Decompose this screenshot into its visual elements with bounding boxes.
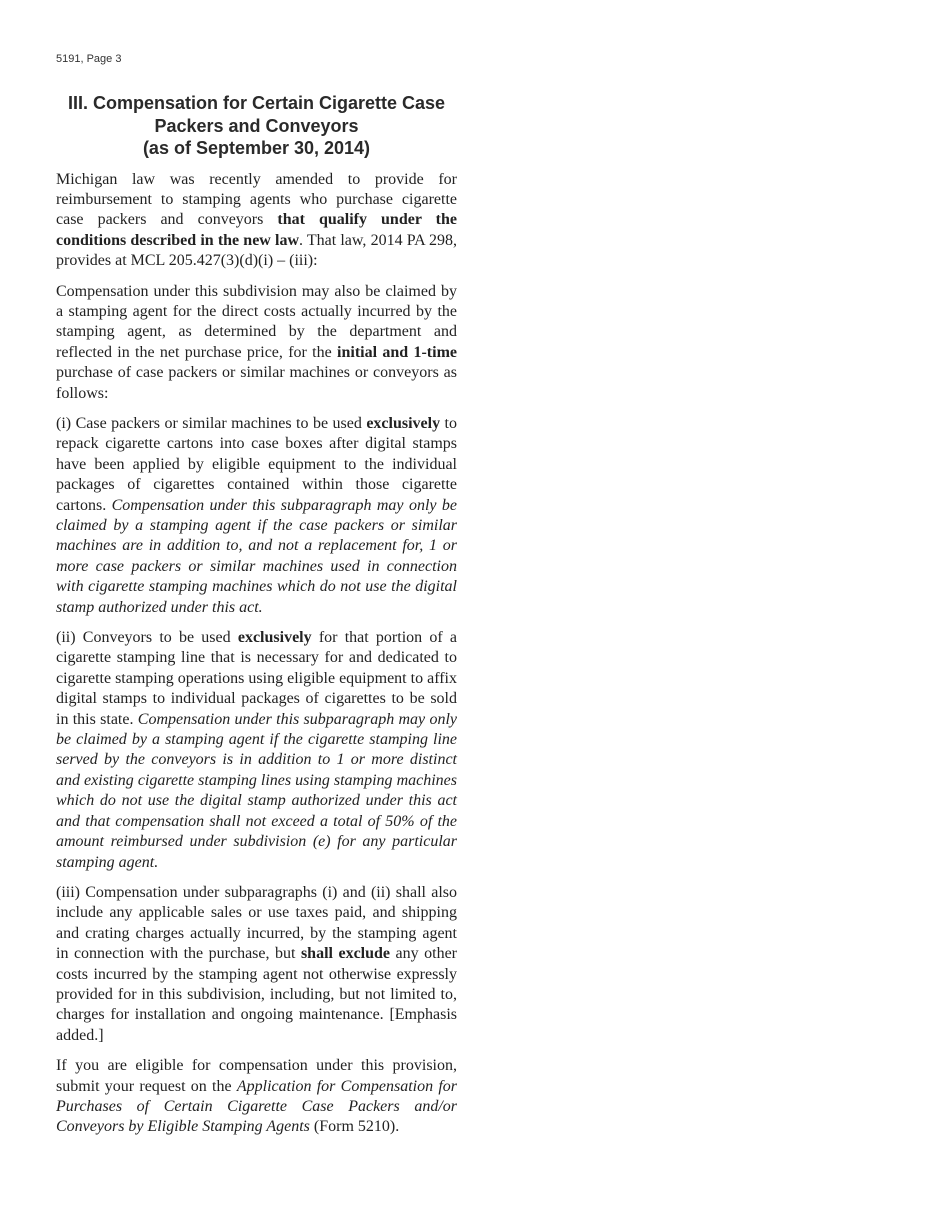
heading-line-1: III. Compensation for Certain Cigarette Case	[67, 93, 446, 113]
text: (Form 5210).	[309, 1118, 400, 1136]
intro-paragraph	[56, 170, 457, 272]
italic-text: Compensation under this subparagraph may only be claimed by a stamping agent if the cigarette stamping line served by the conveyors is in addition to 1 or more distinct and existing cigarette stamping lines using stamping machines which do not use the digital stamp authorized under this act and that compensation shall not exceed a total of 50% of the amount reimbursed under subdivision (e) for any particular stamping agent.	[56, 710, 457, 871]
text: for that portion of a cigarette stamping line that is necessary for and dedicated to cigarette stamping operations using eligible equipment to affix digital stamps to individual packages of cigarettes to be sold in this state.	[56, 629, 457, 728]
bold-text: exclusively	[237, 629, 312, 647]
page-label: 5191, Page 3	[56, 53, 122, 65]
text: (iii) Compensation under subparagraphs (i) and (ii) shall also include any applicable sales or use taxes paid, and shipping and crating charges actually incurred, by the stamping agent in connection with the purchase, but	[56, 883, 457, 963]
heading-line-2: Packers and Conveyors	[154, 115, 359, 136]
quote-paragraph	[56, 282, 457, 404]
main-column	[56, 92, 457, 1148]
closing-paragraph	[56, 1056, 457, 1138]
italic-text: Compensation under this subparagraph may only be claimed by a stamping agent if the case packers or similar machines are in addition to, and not a replacement for, 1 or more case packers or similar machines used in connection with cigarette stamping machines which do not use the digital stamp authorized under this act.	[56, 496, 458, 616]
bold-text: that qualify under the conditions described in the new law	[56, 211, 457, 249]
subparagraph-ii	[56, 628, 457, 873]
text: (ii) Conveyors to be used	[56, 629, 238, 647]
subparagraph-iii	[56, 883, 457, 1046]
text: . That law, 2014 PA 298, provides at MCL 205.427(3)(d)(i) – (iii):	[56, 231, 457, 270]
text: (i) Case packers or similar machines to be used	[56, 414, 367, 432]
text: Michigan law was recently amended to provide for reimbursement to stamping agents who purchase cigarette case packers and conveyors	[56, 170, 457, 229]
text: any other costs incurred by the stamping agent not otherwise expressly provided for in this subdivision, including, but not limited to, charges for installation and ongoing maintenance. [Emphasis added.]	[56, 945, 458, 1044]
bold-text: shall exclude	[300, 945, 391, 963]
text: to repack cigarette cartons into case boxes after digital stamps have been applied by eligible equipment to the individual packages of cigarettes contained within those cigarette cartons.	[56, 414, 458, 514]
text: purchase of case packers or similar machines or conveyors as follows:	[56, 364, 457, 402]
bold-text: exclusively	[366, 414, 441, 432]
bold-text: initial and 1-time	[337, 343, 457, 361]
form-title: Application for Compensation for Purchases of Certain Cigarette Case Packers and/or Conveyors by Eligible Stamping Agents	[56, 1077, 458, 1136]
text: If you are eligible for compensation under this provision, submit your request on the	[56, 1057, 457, 1095]
text: Compensation under this subdivision may also be claimed by a stamping agent for the direct costs actually incurred by the stamping agent, as determined by the department and reflected in the net purchase price, for the	[56, 282, 457, 361]
section-heading	[56, 92, 457, 160]
subparagraph-i	[56, 414, 457, 618]
heading-line-3: (as of September 30, 2014)	[142, 138, 371, 158]
